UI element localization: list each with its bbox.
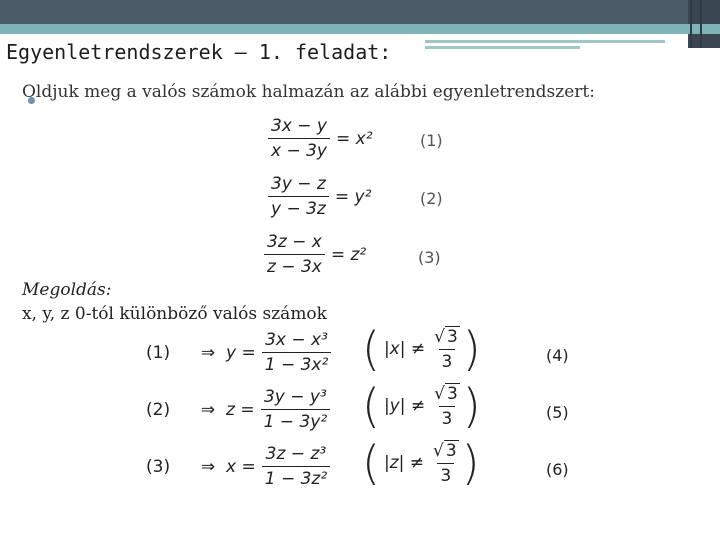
fraction-denominator: x − 3y	[268, 138, 330, 161]
paren-open-icon: (	[362, 322, 380, 376]
intro-text: Oldjuk meg a valós számok halmazán az alábbi egyenletrendszert:	[22, 82, 595, 102]
fraction-denominator: 3	[439, 406, 456, 429]
derived-lhs: y =	[226, 342, 256, 363]
sqrt-icon: √ 3	[432, 440, 457, 461]
derived-row-6	[146, 444, 330, 489]
derived-row-5	[146, 387, 330, 432]
sqrt-icon: √ 3	[434, 383, 458, 404]
header-rule	[425, 40, 665, 43]
equation-3	[264, 232, 366, 277]
fraction-denominator: 1 − 3z²	[262, 466, 330, 489]
fraction-denominator: 1 − 3x²	[262, 352, 332, 375]
fraction-numerator: 3y − z	[271, 174, 326, 194]
fraction-denominator: 3	[439, 349, 456, 372]
fraction-numerator: 3y − y³	[263, 387, 327, 407]
fraction-numerator: 3z − x	[267, 232, 322, 252]
header-divider	[700, 0, 702, 48]
fraction-denominator: 1 − 3y²	[261, 409, 331, 432]
fraction-denominator: 3	[437, 463, 454, 486]
equation-rhs: = y²	[334, 186, 372, 207]
derived-lhs: z =	[226, 399, 255, 420]
fraction-numerator: 3x − y	[271, 116, 327, 136]
equation-label: (5)	[546, 403, 569, 422]
reference-label: (1)	[146, 342, 171, 363]
condition-6	[362, 436, 480, 490]
equation-2	[268, 174, 371, 219]
fraction-denominator: y − 3z	[268, 196, 329, 219]
sqrt-icon: √ 3	[434, 326, 458, 347]
implies-icon: ⇒	[200, 399, 216, 420]
paren-close-icon: )	[462, 379, 481, 433]
reference-label: (3)	[146, 456, 171, 477]
header-rule	[425, 46, 580, 49]
radicand: 3	[446, 326, 458, 347]
equation-rhs: = z²	[330, 244, 367, 265]
equation-label: (1)	[420, 131, 443, 150]
derived-row-4	[146, 330, 331, 375]
header-accent-bar	[0, 24, 720, 34]
abs-condition: |x| ≠	[383, 339, 426, 359]
header-bar	[0, 0, 720, 24]
paren-close-icon: )	[462, 322, 481, 376]
paren-open-icon: (	[362, 379, 380, 433]
fraction-denominator: z − 3x	[264, 254, 325, 277]
equation-1	[268, 116, 373, 161]
equation-label: (2)	[420, 189, 443, 208]
paren-open-icon: (	[362, 436, 380, 490]
radicand: 3	[446, 383, 458, 404]
abs-condition: |z| ≠	[383, 453, 424, 473]
header-divider	[690, 0, 692, 48]
fraction-numerator: 3z − z³	[265, 444, 327, 464]
equation-label: (6)	[546, 460, 569, 479]
implies-icon: ⇒	[200, 342, 216, 363]
abs-condition: |y| ≠	[383, 396, 426, 416]
slide-title: Egyenletrendszerek – 1. feladat:	[6, 40, 392, 64]
equation-rhs: = x²	[336, 128, 373, 149]
condition-4	[362, 322, 481, 376]
reference-label: (2)	[146, 399, 171, 420]
condition-text: x, y, z 0-tól különböző valós számok	[22, 304, 327, 324]
paren-close-icon: )	[461, 436, 480, 490]
derived-lhs: x =	[226, 456, 256, 477]
implies-icon: ⇒	[200, 456, 216, 477]
fraction-numerator: 3x − x³	[265, 330, 328, 350]
equation-label: (4)	[546, 346, 569, 365]
condition-5	[362, 379, 481, 433]
solution-heading: Megoldás:	[22, 280, 112, 300]
radicand: 3	[445, 440, 457, 461]
equation-label: (3)	[418, 248, 441, 267]
